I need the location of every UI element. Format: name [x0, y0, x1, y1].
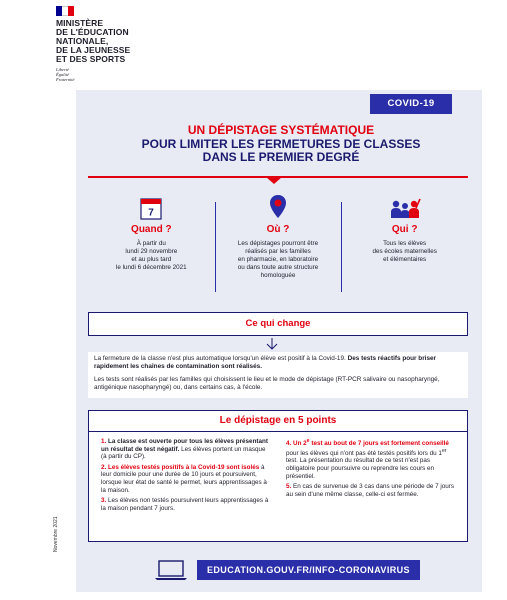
change-paragraph-1: La fermeture de la classe n'est plus automatique lorsqu'un élève est positif à la Covid-19. Des tests réactifs pour briser rapidement les chaînes de contamination sont réalisés. [94, 355, 437, 370]
points-column-left [101, 438, 272, 512]
column-title: Qui ? [391, 224, 418, 235]
column-title: Où ? [266, 224, 290, 235]
arrow-down-icon [262, 337, 282, 351]
column-where [215, 190, 342, 300]
column-text: Tous les élèves des écoles maternelles et élémentaires [372, 240, 437, 263]
ministry-logo [56, 6, 166, 82]
column-text: À partir du lundi 29 novembre et au plus tard le lundi 6 décembre 2021 [115, 240, 187, 271]
page-title [96, 124, 466, 165]
section-title: Le dépistage en 5 points [89, 411, 467, 432]
point-item: 3. Les élèves non testés poursuivent leurs apprentissages à la maison pendant 7 jours. [101, 497, 269, 512]
five-points-section [88, 410, 468, 542]
section-title: Ce qui change [245, 318, 311, 329]
column-when [88, 190, 215, 300]
divider-arrow [266, 177, 282, 184]
point-item: 5. En cas de survenue de 3 cas dans une période de 7 jours au sein d'une même classe, celle-ci est fermée. [286, 483, 455, 498]
svg-text:7: 7 [148, 207, 155, 219]
change-paragraph-2: Les tests sont réalisés par les familles qui choisissent le lieu et le mode de dépistage (RT-PCR salivaire ou nasopharyngé, antigénique nasopharyngé) ou, dans certains cas, à l'école. [94, 376, 440, 391]
title-line-1: UN DÉPISTAGE SYSTÉMATIQUE [187, 123, 375, 137]
title-line-2: POUR LIMITER LES FERMETURES DE CLASSES [141, 136, 421, 151]
calendar-icon [140, 196, 162, 220]
location-pin-icon [269, 194, 287, 220]
point-item: 4. Un 2e test au bout de 7 jours est fortement conseillé pour les élèves qui n'ont pas été testés positifs lors du 1er test. La présentation du résultat de ce test n'est pas obligatoire pour poursuivre ou reprendre les cours en présentiel. [286, 438, 449, 480]
point-item: 1. La classe est ouverte pour tous les élèves présentant un résultat de test négatif. Les élèves portent un masque (à partir du CP). [101, 438, 268, 461]
points-column-right [286, 438, 457, 512]
info-columns [88, 190, 468, 300]
column-title: Quand ? [131, 224, 172, 235]
title-line-3: DANS LE PREMIER DEGRÉ [202, 150, 360, 164]
republic-motto: Liberté Égalité Fraternité [56, 67, 75, 82]
people-icon [388, 196, 422, 220]
change-section-header [88, 312, 468, 336]
column-who [341, 190, 468, 300]
footer [153, 559, 420, 581]
covid-badge: COVID-19 [370, 94, 452, 114]
ministry-name: MINISTÈRE DE L'ÉDUCATION NATIONALE, DE LA JEUNESSE ET DES SPORTS [56, 18, 131, 64]
point-item: 2. Les élèves testés positifs à la Covid-19 sont isolés à leur domicile pour une durée de 10 jours et poursuivent, lorsque leur état de santé le permet, leurs apprentissages à la maison. [101, 463, 267, 494]
laptop-icon [153, 559, 189, 581]
publication-date: Novembre 2021 [53, 516, 59, 552]
column-text: Les dépistages pourront être réalisés par les familles en pharmacie, en laboratoire ou dans toute autre structure homologuée [237, 240, 319, 279]
info-coronavirus-link[interactable]: EDUCATION.GOUV.FR/INFO-CORONAVIRUS [197, 560, 420, 580]
change-section-body [88, 352, 468, 398]
flag-icon [56, 6, 74, 16]
